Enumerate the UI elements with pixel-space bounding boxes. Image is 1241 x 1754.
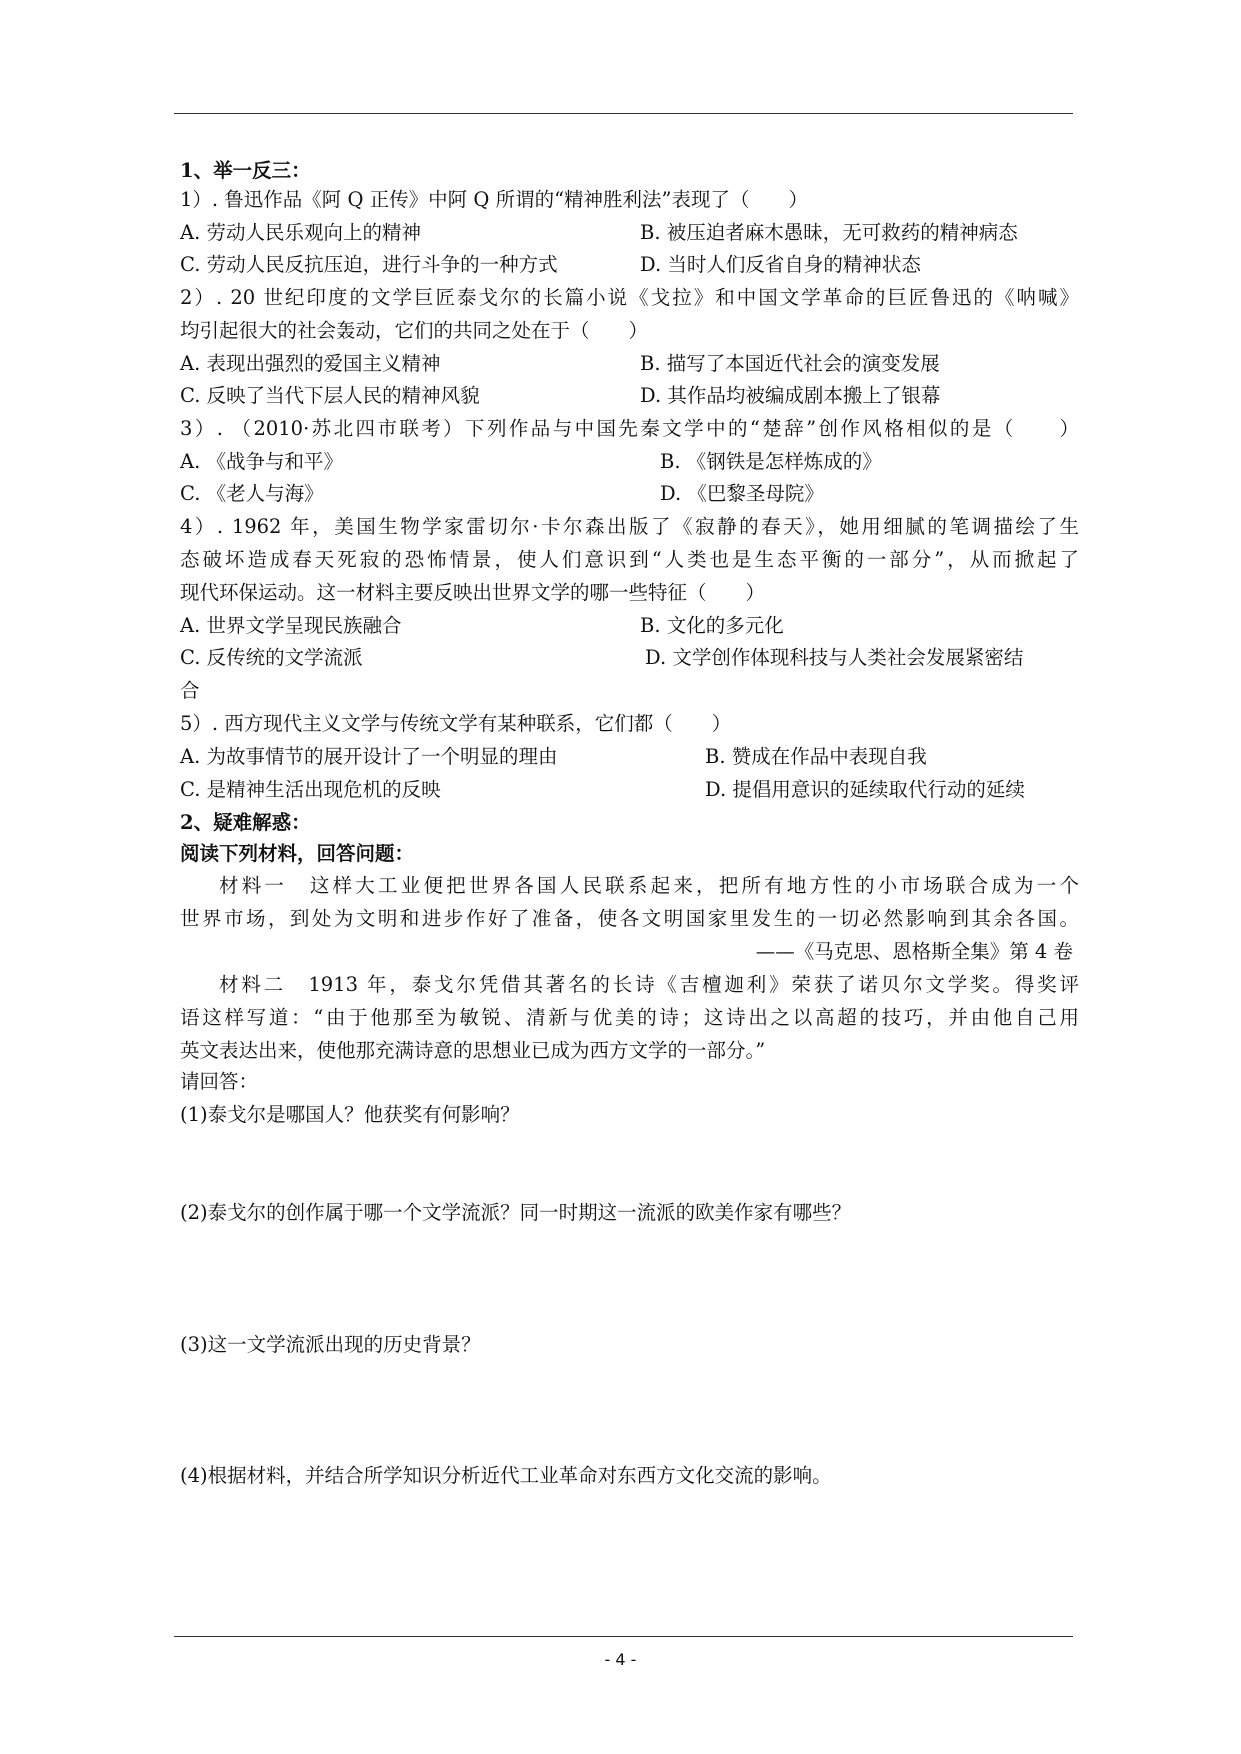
q1-option-b: B. 被压迫者麻木愚昧，无可救药的精神病态: [640, 221, 1018, 244]
material1-line1: 材料一 这样大工业便把世界各国人民联系起来，把所有地方性的小市场联合成为一个: [219, 874, 1079, 897]
q1-option-c: C. 劳动人民反抗压迫，进行斗争的一种方式: [180, 253, 558, 276]
material2-line3: 英文表达出来，使他那充满诗意的思想业已成为西方文学的一部分。”: [180, 1039, 766, 1062]
section1-heading: 1、举一反三：: [180, 159, 311, 182]
q5-option-d: D. 提倡用意识的延续取代行动的延续: [705, 778, 1025, 801]
q2-stem-line2: 均引起很大的社会轰动，它们的共同之处在于（ ）: [180, 319, 649, 342]
question-2: (2)泰戈尔的创作属于哪一个文学流派？同一时期这一流派的欧美作家有哪些？: [180, 1201, 852, 1224]
q4-option-d-wrap: 合: [180, 679, 200, 702]
section2-heading: 2、疑难解惑：: [180, 811, 311, 834]
q2-option-a: A. 表现出强烈的爱国主义精神: [180, 352, 441, 375]
q3-option-c: C. 《老人与海》: [180, 482, 324, 505]
q3-option-b: B. 《钢铁是怎样炼成的》: [660, 450, 882, 473]
material1-line2: 世界市场，到处为文明和进步作好了准备，使各文明国家里发生的一切必然影响到其余各国。: [180, 907, 1079, 930]
answer-prompt: 请回答：: [180, 1070, 259, 1093]
q1-option-a: A. 劳动人民乐观向上的精神: [180, 221, 421, 244]
q4-option-b: B. 文化的多元化: [640, 614, 784, 637]
q3-stem: 3）. （2010·苏北四市联考）下列作品与中国先秦文学中的“楚辞”创作风格相似的是（ ）: [180, 417, 1079, 440]
q4-option-a: A. 世界文学呈现民族融合: [180, 614, 402, 637]
q1-stem: 1）. 鲁迅作品《阿 Q 正传》中阿 Q 所谓的“精神胜利法”表现了（ ）: [180, 188, 809, 211]
q4-stem-line2: 态破坏造成春天死寂的恐怖情景，使人们意识到“人类也是生态平衡的一部分”，从而掀起了: [180, 548, 1079, 571]
q2-option-c: C. 反映了当代下层人民的精神风貌: [180, 384, 480, 407]
question-1: (1)泰戈尔是哪国人？他获奖有何影响？: [180, 1103, 520, 1126]
q2-option-d: D. 其作品均被编成剧本搬上了银幕: [640, 384, 941, 407]
question-4: (4)根据材料，并结合所学知识分析近代工业革命对东西方文化交流的影响。: [180, 1464, 832, 1487]
q1-option-d: D. 当时人们反省自身的精神状态: [640, 253, 921, 276]
q2-stem-line1: 2）. 20 世纪印度的文学巨匠泰戈尔的长篇小说《戈拉》和中国文学革命的巨匠鲁迅的《呐喊》: [180, 286, 1079, 309]
material2-line2: 语这样写道：“由于他那至为敏锐、清新与优美的诗；这诗出之以高超的技巧，并由他自己用: [180, 1006, 1079, 1029]
section2-instruction: 阅读下列材料，回答问题：: [180, 842, 415, 865]
question-3: (3)这一文学流派出现的历史背景？: [180, 1333, 481, 1356]
material2-line1: 材料二 1913 年，泰戈尔凭借其著名的长诗《吉檀迦利》荣获了诺贝尔文学奖。得奖评: [219, 973, 1079, 996]
q4-stem-line1: 4）. 1962 年，美国生物学家雷切尔·卡尔森出版了《寂静的春天》，她用细腻的笔调描绘了生: [180, 515, 1079, 538]
page-number: - 4 -: [604, 1650, 637, 1669]
material1-source: ——《马克思、恩格斯全集》第 4 卷: [755, 940, 1073, 963]
q3-option-a: A. 《战争与和平》: [180, 450, 343, 473]
q4-stem-line3: 现代环保运动。这一材料主要反映出世界文学的哪一些特征（ ）: [180, 581, 766, 604]
q2-option-b: B. 描写了本国近代社会的演变发展: [640, 352, 940, 375]
q5-option-a: A. 为故事情节的展开设计了一个明显的理由: [180, 745, 558, 768]
q5-stem: 5）. 西方现代主义文学与传统文学有某种联系，它们都（ ）: [180, 712, 732, 735]
q3-option-d: D. 《巴黎圣母院》: [660, 482, 824, 505]
q5-option-b: B. 赞成在作品中表现自我: [705, 745, 927, 768]
q4-option-d: D. 文学创作体现科技与人类社会发展紧密结: [645, 646, 1024, 669]
header-rule: [174, 113, 1073, 114]
footer-rule: [174, 1636, 1073, 1637]
q5-option-c: C. 是精神生活出现危机的反映: [180, 778, 441, 801]
q4-option-c: C. 反传统的文学流派: [180, 646, 363, 669]
